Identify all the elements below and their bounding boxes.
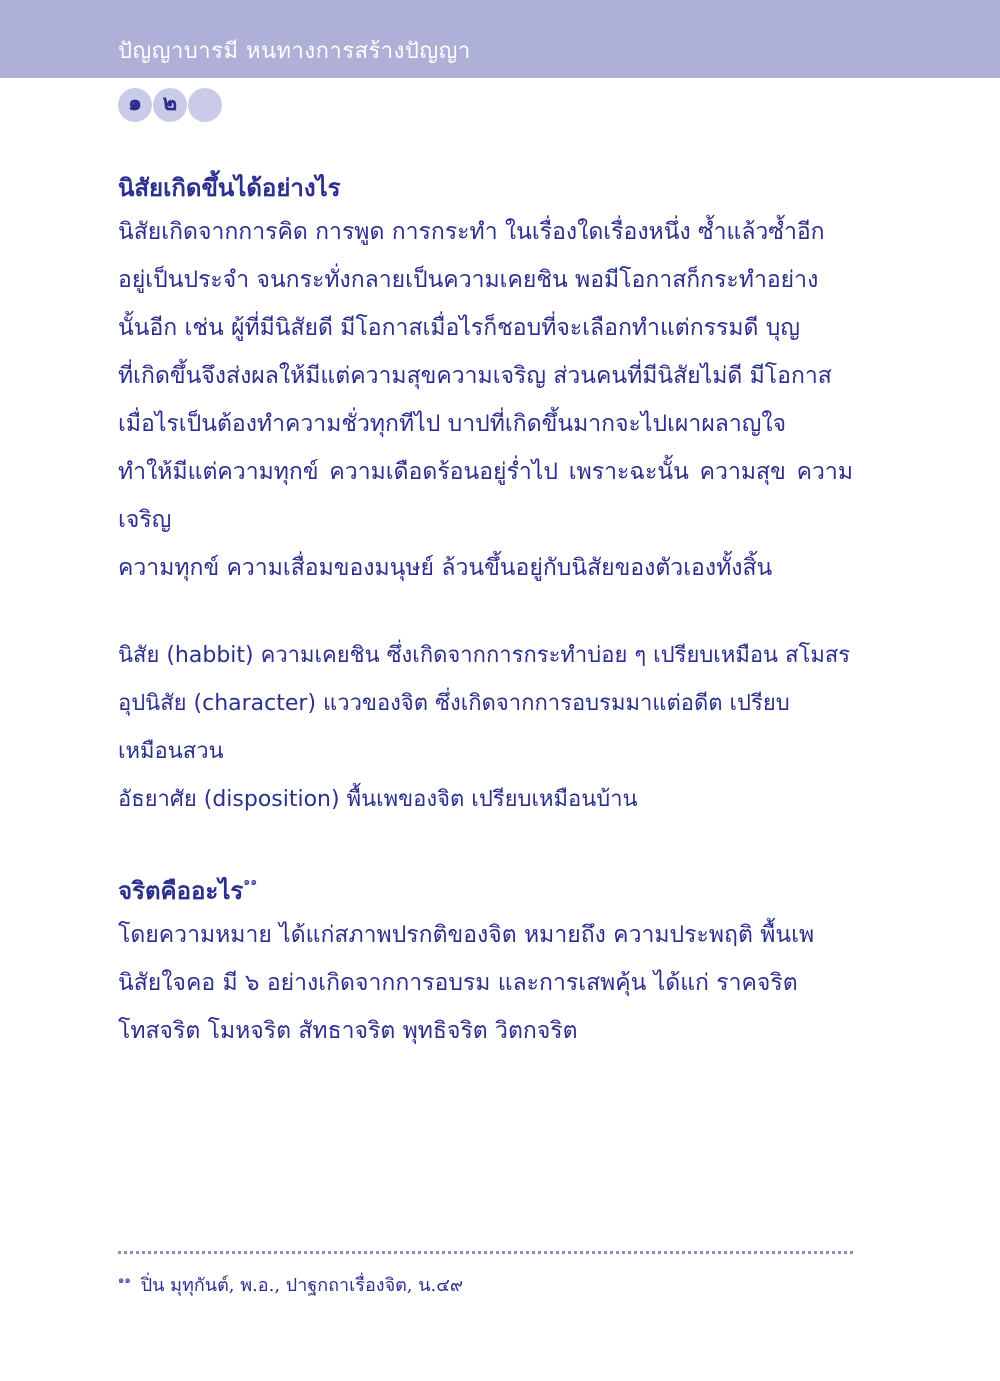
running-header-title: ปัญญาบารมี หนทางการสร้างปัญญา bbox=[118, 39, 471, 64]
body-line: อยู่เป็นประจำ จนกระทั่งกลายเป็นความเคยชิน พอมีโอกาสก็กระทำอย่าง bbox=[118, 267, 819, 293]
section-heading-text: จริตคืออะไร bbox=[118, 877, 244, 905]
definition-line: เหมือนสวน bbox=[118, 739, 224, 764]
definition-line: นิสัย (habbit) ความเคยชิน ซึ่งเกิดจากการกระทำบ่อย ๆ เปรียบเหมือน สโมสร bbox=[118, 643, 851, 668]
footnote-separator bbox=[118, 1243, 853, 1254]
body-line: ทำให้มีแต่ความทุกข์ ความเดือดร้อนอยู่ร่ำไป เพราะฉะนั้น ความสุข ความเจริญ bbox=[118, 459, 853, 533]
page-number-digit: ๑ bbox=[118, 88, 152, 122]
body-line: นิสัยเกิดจากการคิด การพูด การกระทำ ในเรื่องใดเรื่องหนึ่ง ซ้ำแล้วซ้ำอีก bbox=[118, 219, 825, 245]
body-line: นิสัยใจคอ มี ๖ อย่างเกิดจากการอบรม และการเสพคุ้น ได้แก่ ราคจริต bbox=[118, 970, 798, 996]
footnote-marker: ๑๑ bbox=[118, 1275, 131, 1286]
section-heading-habit: นิสัยเกิดขึ้นได้อย่างไร bbox=[118, 174, 341, 202]
page-header-band bbox=[0, 0, 1000, 78]
definitions-block bbox=[118, 632, 853, 824]
page-content bbox=[118, 168, 853, 1055]
body-line: ความทุกข์ ความเสื่อมของมนุษย์ ล้วนขึ้นอยู่กับนิสัยของตัวเองทั้งสิ้น bbox=[118, 555, 773, 581]
section-body-habit bbox=[118, 208, 853, 592]
section-body-carita bbox=[118, 911, 853, 1055]
footnote-text: ปิ่น มุทุกันต์, พ.อ., ปาฐกถาเรื่องจิต, น.๔๙ bbox=[140, 1275, 464, 1296]
definition-line: อุปนิสัย (character) แววของจิต ซึ่งเกิดจากการอบรมมาแต่อดีต เปรียบ bbox=[118, 691, 790, 716]
definition-line: อัธยาศัย (disposition) พื้นเพของจิต เปรียบเหมือนบ้าน bbox=[118, 787, 638, 812]
footnote bbox=[118, 1270, 463, 1299]
footnote-reference: ๑๑ bbox=[243, 875, 258, 888]
page-number-blank-dot bbox=[188, 88, 222, 122]
page-number-digit: ๒ bbox=[153, 88, 187, 122]
body-line: โดยความหมาย ได้แก่สภาพปรกติของจิต หมายถึง ความประพฤติ พื้นเพ bbox=[118, 922, 815, 948]
body-line: นั้นอีก เช่น ผู้ที่มีนิสัยดี มีโอกาสเมื่อไรก็ชอบที่จะเลือกทำแต่กรรมดี บุญ bbox=[118, 315, 800, 341]
body-line: โทสจริต โมหจริต สัทธาจริต พุทธิจริต วิตกจริต bbox=[118, 1018, 578, 1044]
body-line: เมื่อไรเป็นต้องทำความชั่วทุกทีไป บาปที่เกิดขึ้นมากจะไปเผาผลาญใจ bbox=[118, 411, 787, 437]
body-line: ที่เกิดขึ้นจึงส่งผลให้มีแต่ความสุขความเจริญ ส่วนคนที่มีนิสัยไม่ดี มีโอกาส bbox=[118, 363, 832, 389]
section-heading-carita bbox=[118, 862, 853, 911]
